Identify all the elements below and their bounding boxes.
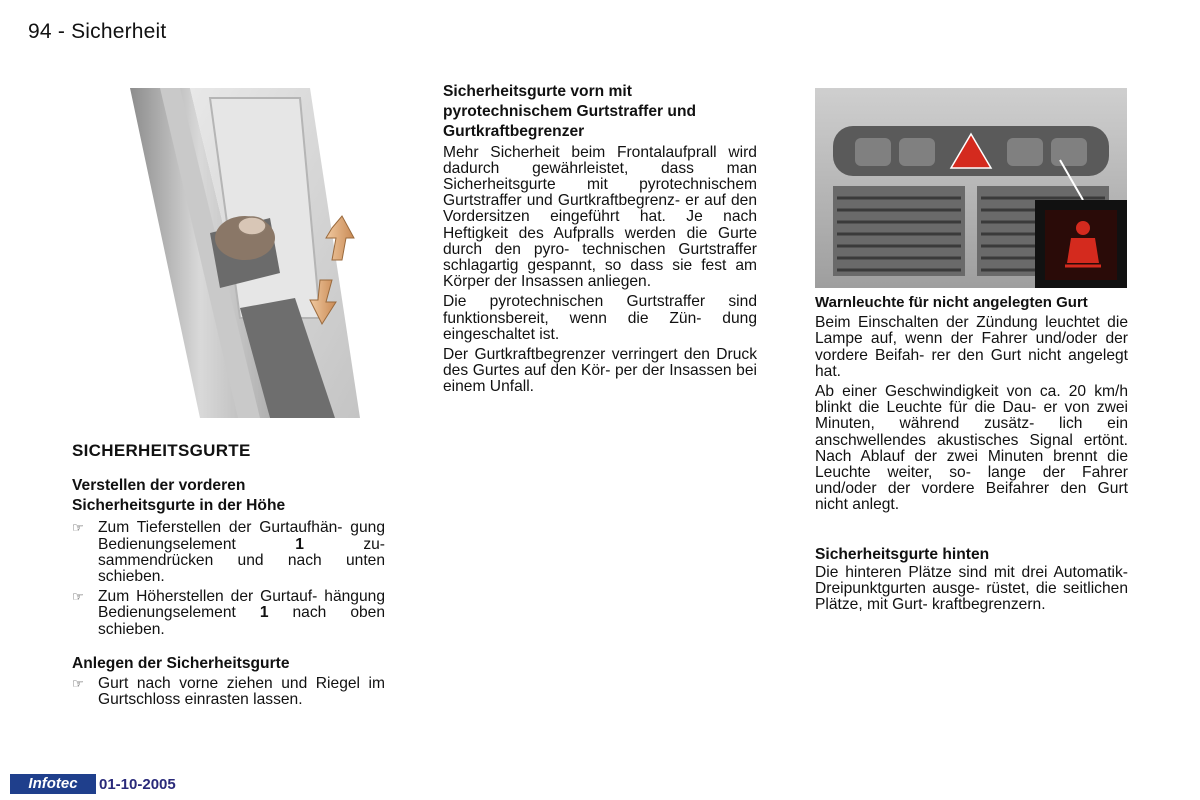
left-column <box>72 478 385 712</box>
bullet-text-cont: zu- sammendrücken und nach unten schieben. <box>98 535 385 586</box>
hand-pointer-icon: ☞ <box>72 676 84 692</box>
hand-pointer-icon: ☞ <box>72 589 84 605</box>
adjust-heading-line1: Verstellen der vorderen <box>72 477 246 494</box>
paragraph: Ab einer Geschwindigkeit von ca. 20 km/h blinkt die Leuchte für die Dau- er von zwei Minuten, während zusätz- lich ein anschwellendes akustisches Signal ertönt. Nach Ablauf der zwei Minuten brennt die Leuchte weiter, so- lange der Fahrer und/oder der vordere Beifahrer den Gurt nicht anlegt. <box>815 383 1128 514</box>
list-item <box>72 520 385 585</box>
list-item <box>72 676 385 708</box>
list-item <box>72 589 385 638</box>
pretensioner-heading-line2: pyrotechnischem Gurtstraffer und <box>443 103 697 121</box>
paragraph: Beim Einschalten der Zündung leuchtet die Lampe auf, wenn der Fahrer und/oder der vordere Beifah- rer den Gurt nicht angelegt hat. <box>815 314 1128 380</box>
page-number: 94 <box>28 20 52 43</box>
warning-lamp-heading: Warnleuchte für nicht angelegten Gurt <box>815 294 1088 311</box>
middle-column <box>443 84 757 400</box>
bullet-text-cont: nach oben schieben. <box>98 604 386 638</box>
rear-belts-heading: Sicherheitsgurte hinten <box>815 545 990 563</box>
bullet-text: Gurt nach vorne ziehen und Riegel im Gurtschloss einrasten lassen. <box>98 675 385 709</box>
control-number: 1 <box>295 535 304 553</box>
pretensioner-heading-line1: Sicherheitsgurte vorn mit <box>443 83 632 100</box>
paragraph: Die pyrotechnischen Gurtstraffer sind funktionsbereit, wenn die Zün- dung eingeschaltet ist. <box>443 293 757 343</box>
header-separator: - <box>57 20 66 43</box>
bullet-text: Zum Tieferstellen der Gurtaufhän- gung Bedienungselement <box>98 519 385 553</box>
footer-date: 01-10-2005 <box>99 776 176 793</box>
paragraph: Mehr Sicherheit beim Frontalaufprall wird dadurch gewährleistet, dass man Sicherheitsgurte mit pyrotechnischem Gurtstraffer und Gurtkraftbegrenz- er auf den Vordersitzen eingeführt hat. Je nach Heftigkeit des Aufpralls werden die Gurte durch den pyro- technischen Gurtstraffer schlagartig gespannt, so dass sie fest am Körper der Insassen anliegen. <box>443 143 757 291</box>
infotec-logo: Infotec <box>10 774 96 794</box>
bullet-text: Zum Höherstellen der Gurtauf- hängung Bedienungselement <box>98 588 385 622</box>
page-header <box>28 20 166 44</box>
right-column <box>815 295 1128 617</box>
control-number: 1 <box>259 604 269 622</box>
fasten-heading: Anlegen der Sicherheitsgurte <box>72 654 290 672</box>
paragraph: Der Gurtkraftbegrenzer verringert den Druck des Gurtes auf den Kör- per der Insassen bei einem Unfall. <box>443 346 757 396</box>
adjust-heading-line2: Sicherheitsgurte in der Höhe <box>72 497 286 515</box>
hand-pointer-icon: ☞ <box>72 520 84 536</box>
section-name: Sicherheit <box>71 20 167 43</box>
dashboard-illustration <box>815 88 1127 288</box>
belt-adjuster-illustration <box>120 88 400 418</box>
section-title: SICHERHEITSGURTE <box>72 441 251 460</box>
pretensioner-heading-line3: Gurtkraftbegrenzer <box>443 123 585 141</box>
paragraph: Die hinteren Plätze sind mit drei Automatik-Dreipunktgurten ausge- rüstet, die seitlichen Plätze, mit Gurt- kraftbegrenzern. <box>815 563 1128 614</box>
